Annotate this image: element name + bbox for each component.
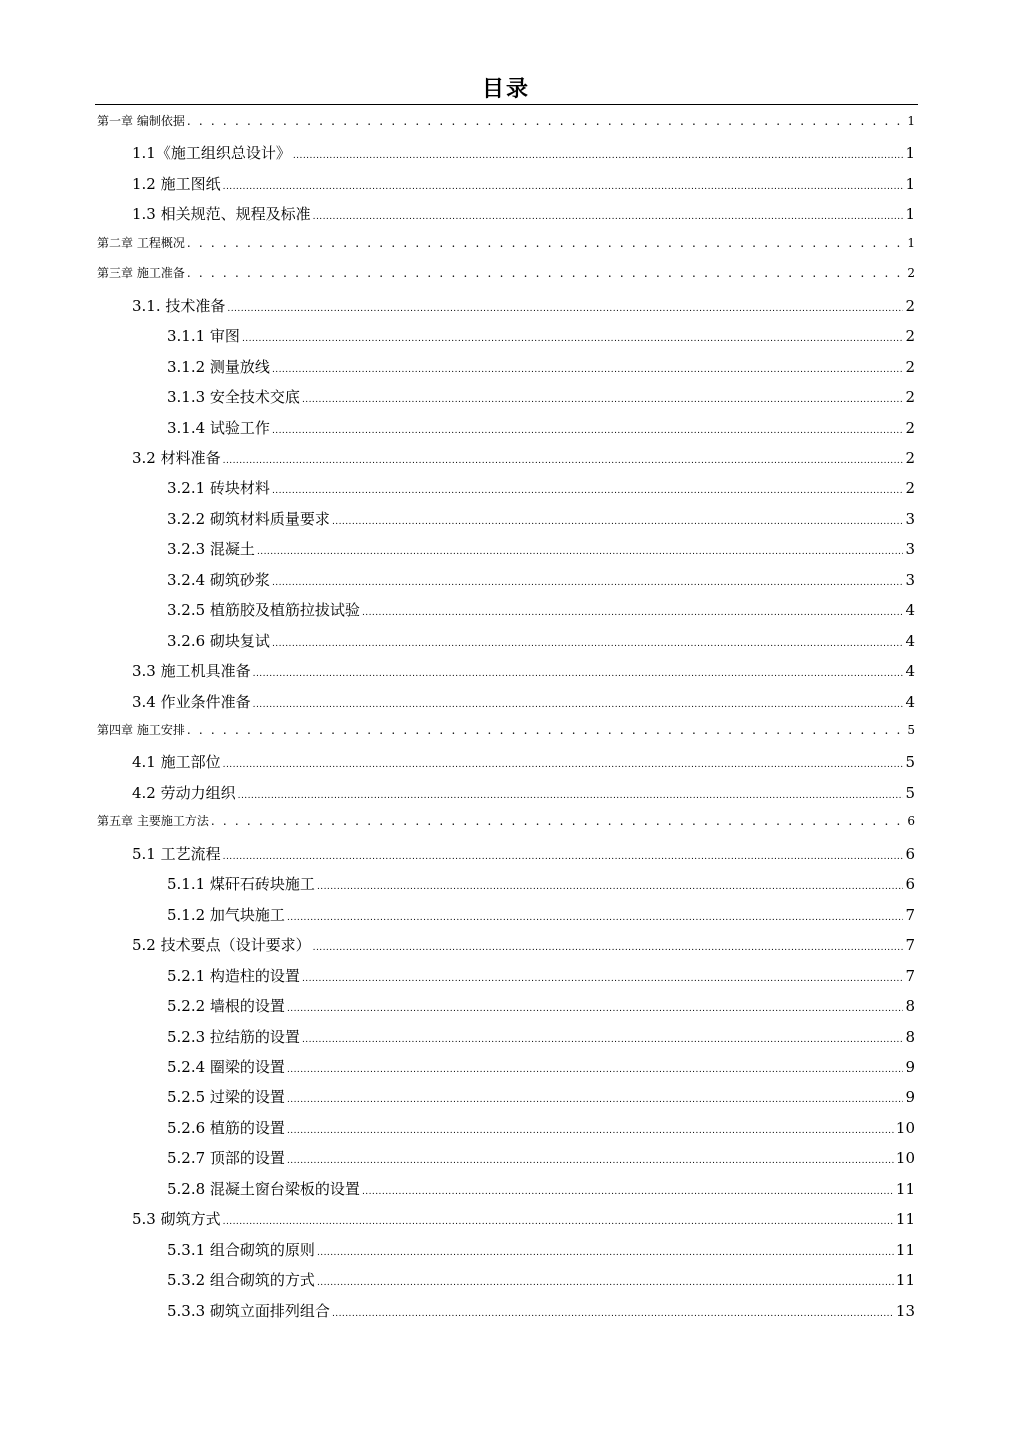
toc-page-number: 1: [905, 144, 915, 163]
toc-dot-leader: [362, 608, 904, 618]
toc-dot-leader: [287, 1156, 894, 1166]
toc-page-number: 6: [905, 844, 915, 863]
toc-section-entry[interactable]: [132, 173, 915, 194]
toc-entry-label: 3.2.4 砌筑砂浆: [167, 570, 270, 589]
toc-section-entry[interactable]: [167, 477, 915, 498]
toc-entry-label: 5.3.2 组合砌筑的方式: [167, 1271, 315, 1290]
toc-page-number: 5: [907, 723, 915, 737]
toc-section-entry[interactable]: [167, 1269, 915, 1290]
toc-page-number: 6: [907, 814, 915, 829]
toc-page-number: 8: [905, 1027, 915, 1046]
toc-entry-label: 5.2.3 拉结筋的设置: [167, 1027, 300, 1046]
toc-section-entry[interactable]: [167, 1147, 915, 1168]
toc-dot-leader: [253, 700, 904, 710]
toc-entry-label: 1.3 相关规范、规程及标准: [132, 205, 311, 224]
toc-entry-label: 3.1.3 安全技术交底: [167, 388, 300, 407]
toc-dot-leader: [253, 669, 904, 679]
toc-entry-label: 3.2.5 植筋胶及植筋拉拔试验: [167, 601, 360, 620]
toc-entry-label: 5.2.4 圈梁的设置: [167, 1057, 285, 1076]
toc-page-number: 1: [907, 114, 915, 128]
toc-entry-label: 5.2.6 植筋的设置: [167, 1118, 285, 1137]
toc-page-number: 11: [895, 1179, 915, 1198]
toc-entry-label: 第一章 编制依据: [97, 114, 185, 128]
toc-entry-label: 3.1. 技术准备: [132, 296, 226, 315]
toc-page-number: 1: [905, 205, 915, 224]
toc-entry-label: 3.2 材料准备: [132, 448, 221, 467]
toc-section-entry[interactable]: [132, 447, 915, 468]
toc-entry-label: 5.2.8 混凝土窗台梁板的设置: [167, 1179, 360, 1198]
toc-section-entry[interactable]: [167, 995, 915, 1016]
toc-page-number: 6: [905, 875, 915, 894]
toc-dot-leader: [238, 791, 904, 801]
toc-page-number: 7: [905, 905, 915, 924]
toc-page-number: 7: [905, 936, 915, 955]
toc-section-entry[interactable]: [167, 569, 915, 590]
toc-page-number: 8: [905, 997, 915, 1016]
toc-page-number: 2: [905, 327, 915, 346]
toc-section-entry[interactable]: [132, 295, 915, 316]
toc-entry-label: 3.4 作业条件准备: [132, 692, 251, 711]
toc-section-entry[interactable]: [167, 538, 915, 559]
toc-page-number: 4: [905, 601, 915, 620]
toc-section-entry[interactable]: [167, 1178, 915, 1199]
toc-dot-leader: [362, 1187, 894, 1197]
toc-section-entry[interactable]: [167, 1117, 915, 1138]
toc-dot-leader: [287, 1095, 904, 1105]
toc-entry-label: 5.1.1 煤矸石砖块施工: [167, 875, 315, 894]
toc-section-entry[interactable]: [167, 325, 915, 346]
toc-page-number: 2: [905, 296, 915, 315]
toc-page-number: 3: [905, 509, 915, 528]
toc-entry-label: 5.3 砌筑方式: [132, 1210, 221, 1229]
toc-section-entry[interactable]: [167, 904, 915, 925]
toc-section-entry[interactable]: [132, 782, 915, 803]
toc-section-entry[interactable]: [167, 386, 915, 407]
toc-section-entry[interactable]: [132, 203, 915, 224]
toc-section-entry[interactable]: [132, 843, 915, 864]
toc-page-number: 1: [907, 235, 915, 250]
toc-entry-label: 1.2 施工图纸: [132, 174, 221, 193]
toc-page-number: 5: [905, 753, 915, 772]
toc-dot-leader: [187, 236, 906, 250]
toc-entry-label: 3.1.1 审图: [167, 327, 240, 346]
toc-section-entry[interactable]: [167, 965, 915, 986]
toc-entry-label: 3.2.3 混凝土: [167, 540, 255, 559]
toc-chapter-entry[interactable]: [97, 721, 915, 738]
toc-entry-label: 5.3.1 组合砌筑的原则: [167, 1240, 315, 1259]
toc-dot-leader: [317, 882, 904, 892]
toc-dot-leader: [272, 578, 904, 588]
toc-page-number: 2: [905, 448, 915, 467]
toc-dot-leader: [223, 852, 904, 862]
toc-dot-leader: [287, 1065, 904, 1075]
toc-dot-leader: [223, 182, 904, 192]
toc-page-number: 1: [905, 174, 915, 193]
toc-entry-label: 3.2.1 砖块材料: [167, 479, 270, 498]
toc-page-number: 2: [905, 479, 915, 498]
toc-dot-leader: [257, 547, 904, 557]
toc-chapter-entry[interactable]: [97, 264, 915, 281]
toc-entry-label: 3.2.6 砌块复试: [167, 631, 270, 650]
toc-section-entry[interactable]: [132, 751, 915, 772]
toc-section-entry[interactable]: [132, 660, 915, 681]
toc-entry-label: 第三章 施工准备: [97, 266, 185, 281]
toc-entry-label: 5.1.2 加气块施工: [167, 905, 285, 924]
toc-section-entry[interactable]: [167, 1239, 915, 1260]
toc-page-number: 3: [905, 570, 915, 589]
toc-dot-leader: [302, 974, 904, 984]
toc-entry-label: 5.1 工艺流程: [132, 844, 221, 863]
toc-dot-leader: [223, 760, 904, 770]
toc-entry-label: 3.1.2 测量放线: [167, 357, 270, 376]
toc-entry-label: 第二章 工程概况: [97, 235, 185, 250]
toc-chapter-entry[interactable]: [97, 112, 915, 129]
toc-page-number: 11: [895, 1240, 915, 1259]
toc-dot-leader: [332, 1309, 894, 1319]
toc-dot-leader: [223, 456, 904, 466]
toc-section-entry[interactable]: [132, 142, 915, 163]
toc-section-entry[interactable]: [132, 934, 915, 955]
toc-dot-leader: [293, 151, 904, 161]
toc-section-entry[interactable]: [167, 1086, 915, 1107]
toc-page-number: 2: [907, 266, 915, 281]
toc-dot-leader: [272, 365, 904, 375]
toc-dot-leader: [272, 486, 904, 496]
toc-section-entry[interactable]: [167, 1026, 915, 1047]
toc-section-entry[interactable]: [167, 356, 915, 377]
toc-entry-label: 4.2 劳动力组织: [132, 783, 236, 802]
toc-page-number: 5: [905, 783, 915, 802]
toc-dot-leader: [302, 1035, 904, 1045]
toc-entry-label: 3.1.4 试验工作: [167, 418, 270, 437]
toc-page-number: 9: [905, 1088, 915, 1107]
toc-entry-label: 3.2.2 砌筑材料质量要求: [167, 509, 330, 528]
toc-page-number: 13: [895, 1301, 915, 1320]
toc-page-number: 2: [905, 357, 915, 376]
toc-entry-label: 第四章 施工安排: [97, 723, 185, 737]
toc-dot-leader: [317, 1248, 894, 1258]
toc-dot-leader: [317, 1278, 894, 1288]
toc-dot-leader: [302, 395, 904, 405]
toc-section-entry[interactable]: [167, 508, 915, 529]
toc-chapter-entry[interactable]: [97, 234, 915, 251]
toc-page-number: 7: [905, 966, 915, 985]
page-title: 目录: [481, 77, 530, 102]
toc-dot-leader: [211, 814, 906, 828]
toc-dot-leader: [272, 426, 904, 436]
toc-dot-leader: [287, 1004, 904, 1014]
toc-dot-leader: [313, 212, 904, 222]
toc-page-number: 3: [905, 540, 915, 559]
toc-dot-leader: [227, 304, 903, 314]
toc-entry-label: 3.3 施工机具准备: [132, 662, 251, 681]
title-divider: [95, 104, 918, 105]
toc-dot-leader: [187, 266, 906, 280]
toc-section-entry[interactable]: [167, 630, 915, 651]
toc-entry-label: 1.1《施工组织总设计》: [132, 144, 291, 163]
toc-entry-label: 5.2.5 过梁的设置: [167, 1088, 285, 1107]
toc-section-entry[interactable]: [167, 599, 915, 620]
toc-page-number: 11: [895, 1271, 915, 1290]
toc-page-number: 10: [895, 1118, 915, 1137]
toc-page-number: 4: [905, 631, 915, 650]
toc-dot-leader: [187, 114, 906, 128]
toc-entry-label: 5.2.2 墙根的设置: [167, 997, 285, 1016]
toc-dot-leader: [187, 723, 906, 737]
toc-chapter-entry[interactable]: [97, 812, 915, 829]
toc-page-number: 2: [905, 388, 915, 407]
toc-entry-label: 5.3.3 砌筑立面排列组合: [167, 1301, 330, 1320]
toc-entry-label: 4.1 施工部位: [132, 753, 221, 772]
toc-entry-label: 5.2 技术要点（设计要求）: [132, 936, 311, 955]
toc-section-entry[interactable]: [132, 1208, 915, 1229]
toc-entry-label: 5.2.1 构造柱的设置: [167, 966, 300, 985]
toc-section-entry[interactable]: [167, 1300, 915, 1321]
toc-dot-leader: [287, 913, 904, 923]
toc-dot-leader: [272, 639, 904, 649]
toc-page-number: 2: [905, 418, 915, 437]
toc-section-entry[interactable]: [132, 691, 915, 712]
toc-entry-label: 第五章 主要施工方法: [97, 814, 209, 829]
toc-dot-leader: [313, 943, 904, 953]
toc-page-number: 4: [905, 692, 915, 711]
toc-dot-leader: [242, 334, 904, 344]
toc-page-number: 10: [895, 1149, 915, 1168]
toc-page-number: 11: [895, 1210, 915, 1229]
toc-section-entry[interactable]: [167, 417, 915, 438]
toc-dot-leader: [287, 1126, 894, 1136]
toc-dot-leader: [223, 1217, 894, 1227]
toc-section-entry[interactable]: [167, 1056, 915, 1077]
toc-page-number: 4: [905, 662, 915, 681]
toc-section-entry[interactable]: [167, 873, 915, 894]
toc-dot-leader: [332, 517, 904, 527]
toc-page-number: 9: [905, 1057, 915, 1076]
toc-entry-label: 5.2.7 顶部的设置: [167, 1149, 285, 1168]
